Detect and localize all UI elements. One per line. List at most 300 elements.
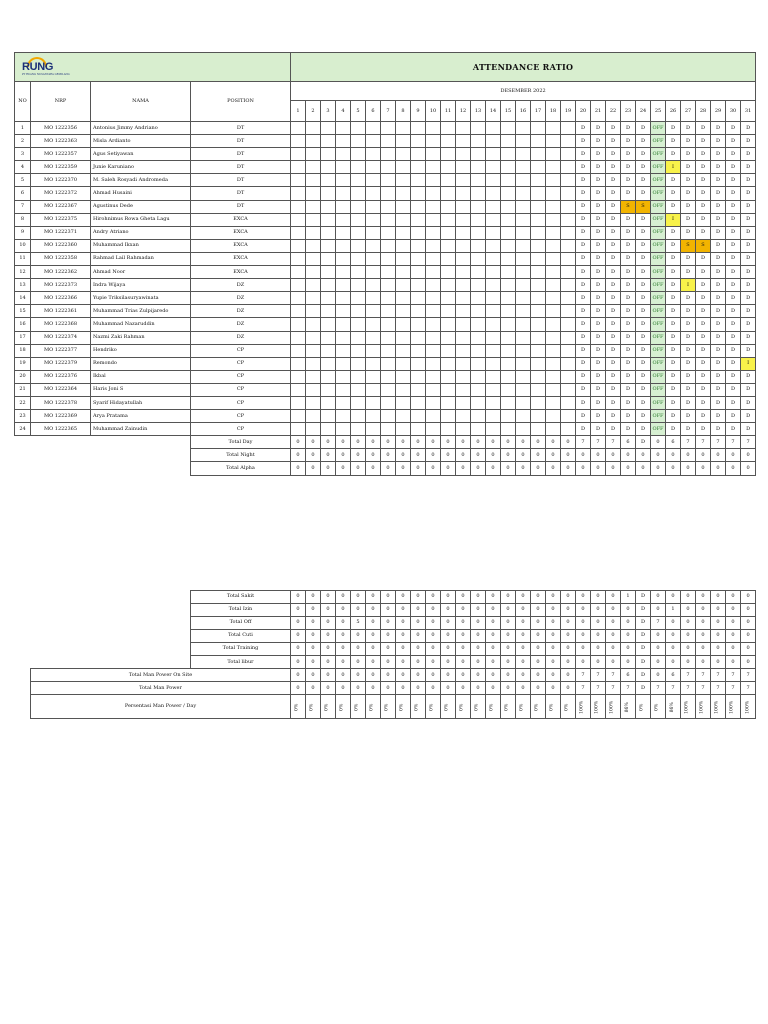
attendance-cell[interactable]: OFF — [651, 161, 666, 174]
attendance-cell[interactable]: D — [606, 252, 621, 265]
attendance-cell[interactable]: OFF — [651, 331, 666, 344]
attendance-cell[interactable]: D — [666, 318, 681, 331]
attendance-cell[interactable]: D — [591, 383, 606, 396]
attendance-cell[interactable] — [381, 305, 396, 318]
attendance-cell[interactable] — [516, 161, 531, 174]
attendance-cell[interactable] — [381, 331, 396, 344]
attendance-cell[interactable] — [306, 135, 321, 148]
attendance-cell[interactable]: D — [606, 161, 621, 174]
attendance-cell[interactable] — [486, 226, 501, 239]
attendance-cell[interactable]: D — [726, 396, 741, 409]
attendance-cell[interactable] — [366, 344, 381, 357]
attendance-cell[interactable] — [546, 226, 561, 239]
attendance-cell[interactable] — [426, 410, 441, 423]
attendance-cell[interactable]: D — [606, 396, 621, 409]
attendance-cell[interactable] — [291, 383, 306, 396]
attendance-cell[interactable]: D — [636, 383, 651, 396]
attendance-cell[interactable]: D — [666, 266, 681, 279]
attendance-cell[interactable] — [306, 266, 321, 279]
attendance-cell[interactable] — [366, 135, 381, 148]
attendance-cell[interactable]: D — [606, 423, 621, 436]
attendance-cell[interactable]: D — [711, 331, 726, 344]
attendance-cell[interactable] — [486, 318, 501, 331]
attendance-cell[interactable] — [306, 279, 321, 292]
attendance-cell[interactable]: D — [576, 122, 591, 135]
attendance-cell[interactable] — [366, 396, 381, 409]
attendance-cell[interactable]: D — [621, 239, 636, 252]
attendance-cell[interactable] — [471, 148, 486, 161]
attendance-cell[interactable] — [396, 266, 411, 279]
attendance-cell[interactable] — [351, 292, 366, 305]
attendance-cell[interactable] — [486, 357, 501, 370]
attendance-cell[interactable] — [561, 410, 576, 423]
attendance-cell[interactable] — [486, 305, 501, 318]
attendance-cell[interactable] — [471, 383, 486, 396]
attendance-cell[interactable]: D — [606, 344, 621, 357]
attendance-cell[interactable] — [381, 122, 396, 135]
attendance-cell[interactable] — [351, 423, 366, 436]
attendance-cell[interactable]: D — [576, 135, 591, 148]
attendance-cell[interactable]: D — [681, 161, 696, 174]
attendance-cell[interactable] — [336, 226, 351, 239]
attendance-cell[interactable]: D — [591, 410, 606, 423]
attendance-cell[interactable]: D — [636, 213, 651, 226]
attendance-cell[interactable]: D — [741, 266, 756, 279]
attendance-cell[interactable] — [441, 252, 456, 265]
attendance-cell[interactable] — [441, 266, 456, 279]
attendance-cell[interactable]: D — [681, 226, 696, 239]
attendance-cell[interactable] — [291, 344, 306, 357]
attendance-cell[interactable]: D — [741, 410, 756, 423]
attendance-cell[interactable]: D — [621, 266, 636, 279]
attendance-cell[interactable]: D — [681, 410, 696, 423]
attendance-cell[interactable]: I — [681, 279, 696, 292]
attendance-cell[interactable]: D — [576, 370, 591, 383]
attendance-cell[interactable] — [456, 305, 471, 318]
attendance-cell[interactable]: D — [666, 187, 681, 200]
attendance-cell[interactable]: D — [666, 135, 681, 148]
attendance-cell[interactable] — [381, 410, 396, 423]
attendance-cell[interactable]: D — [681, 396, 696, 409]
attendance-cell[interactable]: D — [681, 266, 696, 279]
attendance-cell[interactable] — [546, 239, 561, 252]
attendance-cell[interactable]: D — [726, 383, 741, 396]
attendance-cell[interactable] — [366, 148, 381, 161]
attendance-cell[interactable]: D — [696, 305, 711, 318]
attendance-cell[interactable] — [396, 187, 411, 200]
attendance-cell[interactable] — [531, 331, 546, 344]
attendance-cell[interactable] — [501, 331, 516, 344]
attendance-cell[interactable] — [306, 148, 321, 161]
attendance-cell[interactable]: D — [681, 148, 696, 161]
attendance-cell[interactable] — [516, 292, 531, 305]
attendance-cell[interactable] — [321, 161, 336, 174]
attendance-cell[interactable] — [516, 357, 531, 370]
attendance-cell[interactable] — [561, 383, 576, 396]
attendance-cell[interactable] — [531, 174, 546, 187]
attendance-cell[interactable] — [546, 252, 561, 265]
attendance-cell[interactable]: D — [696, 226, 711, 239]
attendance-cell[interactable]: D — [741, 423, 756, 436]
attendance-cell[interactable]: D — [696, 148, 711, 161]
attendance-cell[interactable] — [531, 370, 546, 383]
attendance-cell[interactable] — [456, 423, 471, 436]
attendance-cell[interactable] — [441, 239, 456, 252]
attendance-cell[interactable]: D — [681, 331, 696, 344]
attendance-cell[interactable]: D — [606, 357, 621, 370]
attendance-cell[interactable] — [306, 410, 321, 423]
attendance-cell[interactable] — [546, 357, 561, 370]
attendance-cell[interactable] — [306, 292, 321, 305]
attendance-cell[interactable] — [546, 396, 561, 409]
attendance-cell[interactable]: D — [711, 410, 726, 423]
attendance-cell[interactable] — [291, 331, 306, 344]
attendance-cell[interactable]: D — [636, 174, 651, 187]
attendance-cell[interactable] — [531, 239, 546, 252]
attendance-cell[interactable] — [336, 161, 351, 174]
attendance-cell[interactable]: D — [711, 252, 726, 265]
attendance-cell[interactable] — [306, 396, 321, 409]
attendance-cell[interactable] — [306, 200, 321, 213]
attendance-cell[interactable] — [531, 344, 546, 357]
attendance-cell[interactable] — [516, 187, 531, 200]
attendance-cell[interactable]: D — [726, 252, 741, 265]
attendance-cell[interactable] — [456, 383, 471, 396]
attendance-cell[interactable] — [381, 239, 396, 252]
attendance-cell[interactable]: D — [681, 383, 696, 396]
attendance-cell[interactable]: D — [711, 423, 726, 436]
attendance-cell[interactable] — [396, 331, 411, 344]
attendance-cell[interactable] — [486, 410, 501, 423]
attendance-cell[interactable]: D — [606, 226, 621, 239]
attendance-cell[interactable] — [516, 383, 531, 396]
attendance-cell[interactable] — [486, 370, 501, 383]
attendance-cell[interactable] — [426, 396, 441, 409]
attendance-cell[interactable] — [381, 292, 396, 305]
attendance-cell[interactable]: D — [666, 226, 681, 239]
attendance-cell[interactable] — [366, 357, 381, 370]
attendance-cell[interactable]: D — [576, 279, 591, 292]
attendance-cell[interactable] — [336, 305, 351, 318]
attendance-cell[interactable] — [381, 423, 396, 436]
attendance-cell[interactable]: D — [711, 383, 726, 396]
attendance-cell[interactable] — [426, 279, 441, 292]
attendance-cell[interactable]: D — [741, 200, 756, 213]
attendance-cell[interactable] — [546, 135, 561, 148]
attendance-cell[interactable] — [501, 213, 516, 226]
attendance-cell[interactable] — [396, 305, 411, 318]
attendance-cell[interactable]: D — [591, 318, 606, 331]
attendance-cell[interactable] — [321, 383, 336, 396]
attendance-cell[interactable] — [531, 252, 546, 265]
attendance-cell[interactable] — [351, 331, 366, 344]
attendance-cell[interactable]: D — [636, 226, 651, 239]
attendance-cell[interactable] — [471, 161, 486, 174]
attendance-cell[interactable]: D — [726, 357, 741, 370]
attendance-cell[interactable] — [456, 174, 471, 187]
attendance-cell[interactable] — [486, 213, 501, 226]
attendance-cell[interactable] — [351, 252, 366, 265]
attendance-cell[interactable] — [501, 279, 516, 292]
attendance-cell[interactable]: D — [576, 174, 591, 187]
attendance-cell[interactable]: D — [666, 357, 681, 370]
attendance-cell[interactable]: D — [741, 161, 756, 174]
attendance-cell[interactable]: D — [696, 187, 711, 200]
attendance-cell[interactable] — [351, 226, 366, 239]
attendance-cell[interactable] — [321, 318, 336, 331]
attendance-cell[interactable] — [351, 305, 366, 318]
attendance-cell[interactable]: D — [576, 292, 591, 305]
attendance-cell[interactable] — [501, 357, 516, 370]
attendance-cell[interactable] — [411, 423, 426, 436]
attendance-cell[interactable] — [396, 226, 411, 239]
attendance-cell[interactable] — [321, 410, 336, 423]
attendance-cell[interactable] — [381, 252, 396, 265]
attendance-cell[interactable]: D — [666, 279, 681, 292]
attendance-cell[interactable] — [546, 370, 561, 383]
attendance-cell[interactable]: D — [711, 279, 726, 292]
attendance-cell[interactable] — [516, 252, 531, 265]
attendance-cell[interactable] — [516, 305, 531, 318]
attendance-cell[interactable]: D — [621, 148, 636, 161]
attendance-cell[interactable] — [291, 318, 306, 331]
attendance-cell[interactable]: D — [696, 370, 711, 383]
attendance-cell[interactable] — [546, 305, 561, 318]
attendance-cell[interactable] — [381, 174, 396, 187]
attendance-cell[interactable]: D — [636, 135, 651, 148]
attendance-cell[interactable]: OFF — [651, 239, 666, 252]
attendance-cell[interactable]: D — [741, 148, 756, 161]
attendance-cell[interactable] — [366, 331, 381, 344]
attendance-cell[interactable] — [561, 135, 576, 148]
attendance-cell[interactable]: D — [741, 370, 756, 383]
attendance-cell[interactable]: D — [711, 187, 726, 200]
attendance-cell[interactable]: D — [681, 135, 696, 148]
attendance-cell[interactable]: D — [711, 344, 726, 357]
attendance-cell[interactable] — [306, 187, 321, 200]
attendance-cell[interactable]: D — [591, 423, 606, 436]
attendance-cell[interactable] — [561, 292, 576, 305]
attendance-cell[interactable] — [366, 174, 381, 187]
attendance-cell[interactable]: I — [741, 357, 756, 370]
attendance-cell[interactable] — [516, 318, 531, 331]
attendance-cell[interactable]: D — [636, 331, 651, 344]
attendance-cell[interactable]: D — [741, 331, 756, 344]
attendance-cell[interactable]: D — [636, 370, 651, 383]
attendance-cell[interactable] — [426, 226, 441, 239]
attendance-cell[interactable]: D — [741, 239, 756, 252]
attendance-cell[interactable] — [501, 396, 516, 409]
attendance-cell[interactable] — [471, 423, 486, 436]
attendance-cell[interactable]: D — [696, 383, 711, 396]
attendance-cell[interactable] — [366, 213, 381, 226]
attendance-cell[interactable] — [456, 161, 471, 174]
attendance-cell[interactable] — [531, 213, 546, 226]
attendance-cell[interactable] — [291, 161, 306, 174]
attendance-cell[interactable] — [381, 226, 396, 239]
attendance-cell[interactable] — [411, 122, 426, 135]
attendance-cell[interactable]: D — [606, 331, 621, 344]
attendance-cell[interactable] — [531, 279, 546, 292]
attendance-cell[interactable] — [471, 122, 486, 135]
attendance-cell[interactable] — [396, 370, 411, 383]
attendance-cell[interactable] — [426, 200, 441, 213]
attendance-cell[interactable]: D — [726, 305, 741, 318]
attendance-cell[interactable] — [471, 331, 486, 344]
attendance-cell[interactable] — [561, 161, 576, 174]
attendance-cell[interactable]: D — [681, 187, 696, 200]
attendance-cell[interactable] — [291, 305, 306, 318]
attendance-cell[interactable] — [426, 292, 441, 305]
attendance-cell[interactable] — [561, 174, 576, 187]
attendance-cell[interactable]: D — [681, 292, 696, 305]
attendance-cell[interactable] — [321, 135, 336, 148]
attendance-cell[interactable]: D — [666, 383, 681, 396]
attendance-cell[interactable] — [531, 187, 546, 200]
attendance-cell[interactable] — [426, 252, 441, 265]
attendance-cell[interactable] — [486, 383, 501, 396]
attendance-cell[interactable]: D — [576, 252, 591, 265]
attendance-cell[interactable] — [426, 213, 441, 226]
attendance-cell[interactable]: D — [591, 174, 606, 187]
attendance-cell[interactable] — [501, 148, 516, 161]
attendance-cell[interactable] — [381, 396, 396, 409]
attendance-cell[interactable] — [486, 344, 501, 357]
attendance-cell[interactable] — [381, 161, 396, 174]
attendance-cell[interactable]: OFF — [651, 148, 666, 161]
attendance-cell[interactable] — [381, 148, 396, 161]
attendance-cell[interactable]: D — [591, 135, 606, 148]
attendance-cell[interactable]: D — [621, 331, 636, 344]
attendance-cell[interactable]: D — [591, 187, 606, 200]
attendance-cell[interactable] — [516, 148, 531, 161]
attendance-cell[interactable]: D — [681, 200, 696, 213]
attendance-cell[interactable]: D — [741, 135, 756, 148]
attendance-cell[interactable] — [336, 252, 351, 265]
attendance-cell[interactable] — [381, 213, 396, 226]
attendance-cell[interactable] — [441, 135, 456, 148]
attendance-cell[interactable]: D — [741, 226, 756, 239]
attendance-cell[interactable] — [336, 423, 351, 436]
attendance-cell[interactable] — [441, 383, 456, 396]
attendance-cell[interactable]: D — [726, 226, 741, 239]
attendance-cell[interactable] — [486, 200, 501, 213]
attendance-cell[interactable]: D — [696, 344, 711, 357]
attendance-cell[interactable]: OFF — [651, 396, 666, 409]
attendance-cell[interactable]: D — [621, 410, 636, 423]
attendance-cell[interactable] — [471, 305, 486, 318]
attendance-cell[interactable] — [351, 187, 366, 200]
attendance-cell[interactable] — [531, 305, 546, 318]
attendance-cell[interactable] — [561, 344, 576, 357]
attendance-cell[interactable] — [486, 331, 501, 344]
attendance-cell[interactable] — [546, 266, 561, 279]
attendance-cell[interactable]: D — [591, 357, 606, 370]
attendance-cell[interactable] — [381, 370, 396, 383]
attendance-cell[interactable] — [336, 187, 351, 200]
attendance-cell[interactable]: D — [576, 305, 591, 318]
attendance-cell[interactable] — [486, 239, 501, 252]
attendance-cell[interactable]: D — [591, 122, 606, 135]
attendance-cell[interactable] — [351, 344, 366, 357]
attendance-cell[interactable] — [546, 423, 561, 436]
attendance-cell[interactable]: D — [696, 396, 711, 409]
attendance-cell[interactable] — [561, 370, 576, 383]
attendance-cell[interactable]: D — [621, 213, 636, 226]
attendance-cell[interactable] — [456, 279, 471, 292]
attendance-cell[interactable] — [291, 200, 306, 213]
attendance-cell[interactable]: D — [576, 410, 591, 423]
attendance-cell[interactable] — [516, 370, 531, 383]
attendance-cell[interactable] — [366, 279, 381, 292]
attendance-cell[interactable] — [426, 161, 441, 174]
attendance-cell[interactable]: D — [666, 292, 681, 305]
attendance-cell[interactable] — [546, 187, 561, 200]
attendance-cell[interactable] — [471, 226, 486, 239]
attendance-cell[interactable] — [516, 279, 531, 292]
attendance-cell[interactable] — [291, 226, 306, 239]
attendance-cell[interactable] — [411, 239, 426, 252]
attendance-cell[interactable] — [366, 200, 381, 213]
attendance-cell[interactable] — [306, 226, 321, 239]
attendance-cell[interactable] — [546, 292, 561, 305]
attendance-cell[interactable]: D — [666, 344, 681, 357]
attendance-cell[interactable]: D — [666, 396, 681, 409]
attendance-cell[interactable] — [456, 357, 471, 370]
attendance-cell[interactable]: D — [576, 318, 591, 331]
attendance-cell[interactable] — [501, 252, 516, 265]
attendance-cell[interactable]: D — [591, 292, 606, 305]
attendance-cell[interactable] — [456, 226, 471, 239]
attendance-cell[interactable] — [546, 200, 561, 213]
attendance-cell[interactable] — [411, 226, 426, 239]
attendance-cell[interactable] — [441, 344, 456, 357]
attendance-cell[interactable] — [501, 410, 516, 423]
attendance-cell[interactable] — [336, 396, 351, 409]
attendance-cell[interactable] — [441, 174, 456, 187]
attendance-cell[interactable] — [411, 331, 426, 344]
attendance-cell[interactable] — [546, 383, 561, 396]
attendance-cell[interactable]: D — [606, 239, 621, 252]
attendance-cell[interactable]: D — [741, 187, 756, 200]
attendance-cell[interactable] — [411, 252, 426, 265]
attendance-cell[interactable] — [531, 423, 546, 436]
attendance-cell[interactable] — [516, 122, 531, 135]
attendance-cell[interactable] — [456, 122, 471, 135]
attendance-cell[interactable] — [441, 279, 456, 292]
attendance-cell[interactable] — [396, 383, 411, 396]
attendance-cell[interactable]: D — [636, 252, 651, 265]
attendance-cell[interactable]: D — [636, 279, 651, 292]
attendance-cell[interactable] — [456, 252, 471, 265]
attendance-cell[interactable]: D — [711, 370, 726, 383]
attendance-cell[interactable] — [561, 200, 576, 213]
attendance-cell[interactable]: D — [666, 305, 681, 318]
attendance-cell[interactable]: D — [621, 370, 636, 383]
attendance-cell[interactable]: D — [696, 292, 711, 305]
attendance-cell[interactable] — [456, 292, 471, 305]
attendance-cell[interactable] — [396, 292, 411, 305]
attendance-cell[interactable] — [501, 174, 516, 187]
attendance-cell[interactable] — [471, 239, 486, 252]
attendance-cell[interactable]: D — [711, 122, 726, 135]
attendance-cell[interactable]: D — [576, 226, 591, 239]
attendance-cell[interactable]: D — [636, 266, 651, 279]
attendance-cell[interactable]: OFF — [651, 383, 666, 396]
attendance-cell[interactable] — [411, 370, 426, 383]
attendance-cell[interactable] — [561, 187, 576, 200]
attendance-cell[interactable] — [531, 318, 546, 331]
